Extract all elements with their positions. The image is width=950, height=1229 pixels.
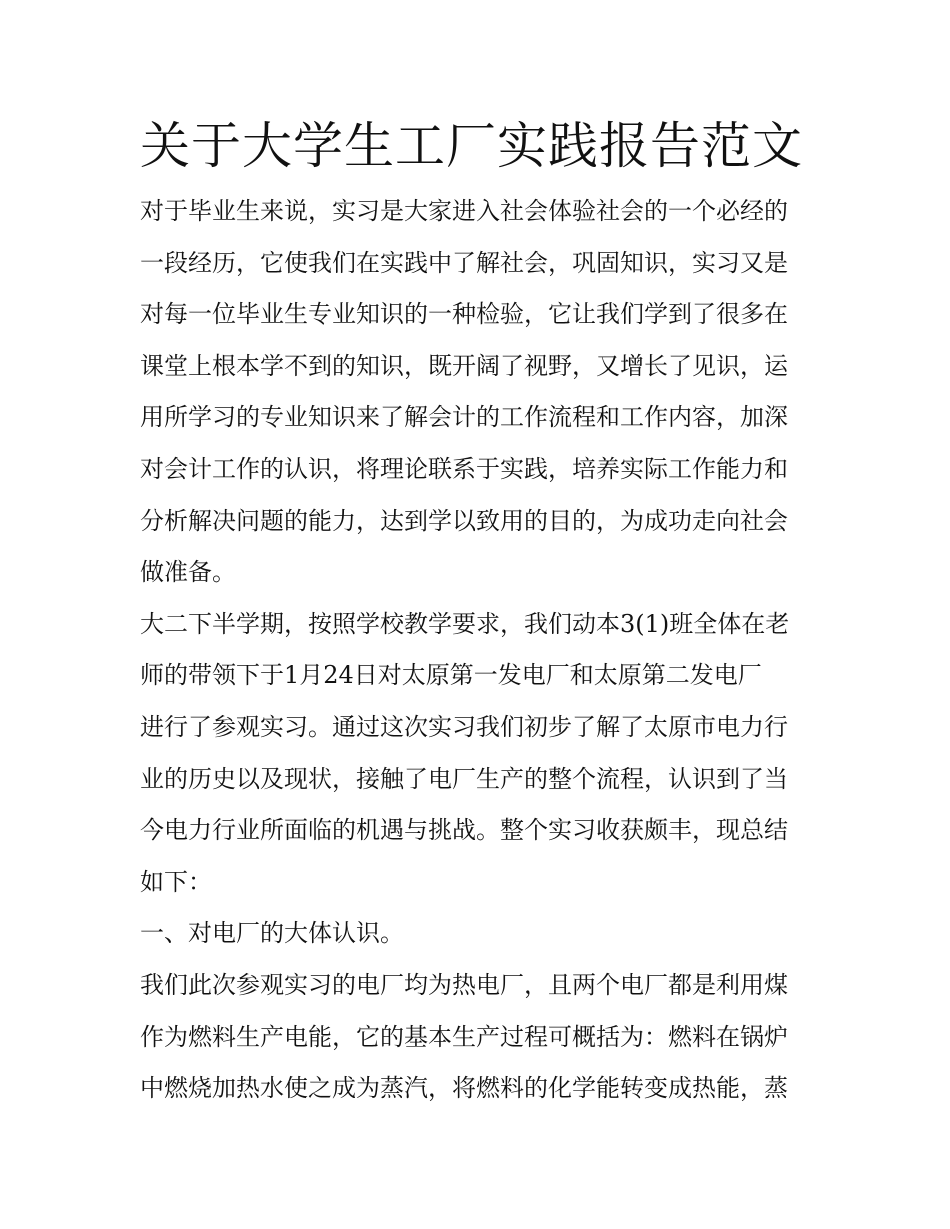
text-line: 对会计工作的认识，将理论联系于实践，培养实际工作能力和 bbox=[140, 454, 788, 483]
document-title: 关于大学生工厂实践报告范文 bbox=[140, 117, 803, 175]
text-line: 我们此次参观实习的电厂均为热电厂，且两个电厂都是利用煤 bbox=[140, 970, 788, 999]
text-line: 业的历史以及现状，接触了电厂生产的整个流程，认识到了当 bbox=[140, 764, 788, 793]
text-line: 对于毕业生来说，实习是大家进入社会体验社会的一个必经的 bbox=[140, 197, 788, 225]
text-line: 今电力行业所面临的机遇与挑战。整个实习收获颇丰，现总结 bbox=[140, 816, 788, 845]
text-line: 课堂上根本学不到的知识，既开阔了视野，又增长了见识，运 bbox=[140, 351, 788, 380]
text-line: 师的带领下于1月24日对太原第一发电厂和太原第二发电厂 bbox=[140, 661, 762, 690]
text-line: 大二下半学期，按照学校教学要求，我们动本3(1)班全体在老 bbox=[140, 609, 790, 638]
document-body bbox=[140, 186, 812, 1115]
text-line: 一段经历，它使我们在实践中了解社会，巩固知识，实习又是 bbox=[140, 248, 788, 277]
document-page bbox=[140, 110, 812, 1115]
text-line: 作为燃料生产电能，它的基本生产过程可概括为：燃料在锅炉 bbox=[140, 1022, 788, 1051]
section-heading: 一、对电厂的大体认识。 bbox=[140, 919, 404, 948]
text-line: 用所学习的专业知识来了解会计的工作流程和工作内容，加深 bbox=[140, 403, 788, 432]
text-line: 进行了参观实习。通过这次实习我们初步了解了太原市电力行 bbox=[140, 712, 788, 741]
text-line: 如下： bbox=[140, 867, 212, 896]
text-line: 中燃烧加热水使之成为蒸汽，将燃料的化学能转变成热能，蒸 bbox=[140, 1074, 788, 1103]
text-line: 做准备。 bbox=[140, 558, 236, 587]
text-line: 分析解决问题的能力，达到学以致用的目的，为成功走向社会 bbox=[140, 506, 788, 535]
text-line: 对每一位毕业生专业知识的一种检验，它让我们学到了很多在 bbox=[140, 300, 788, 329]
